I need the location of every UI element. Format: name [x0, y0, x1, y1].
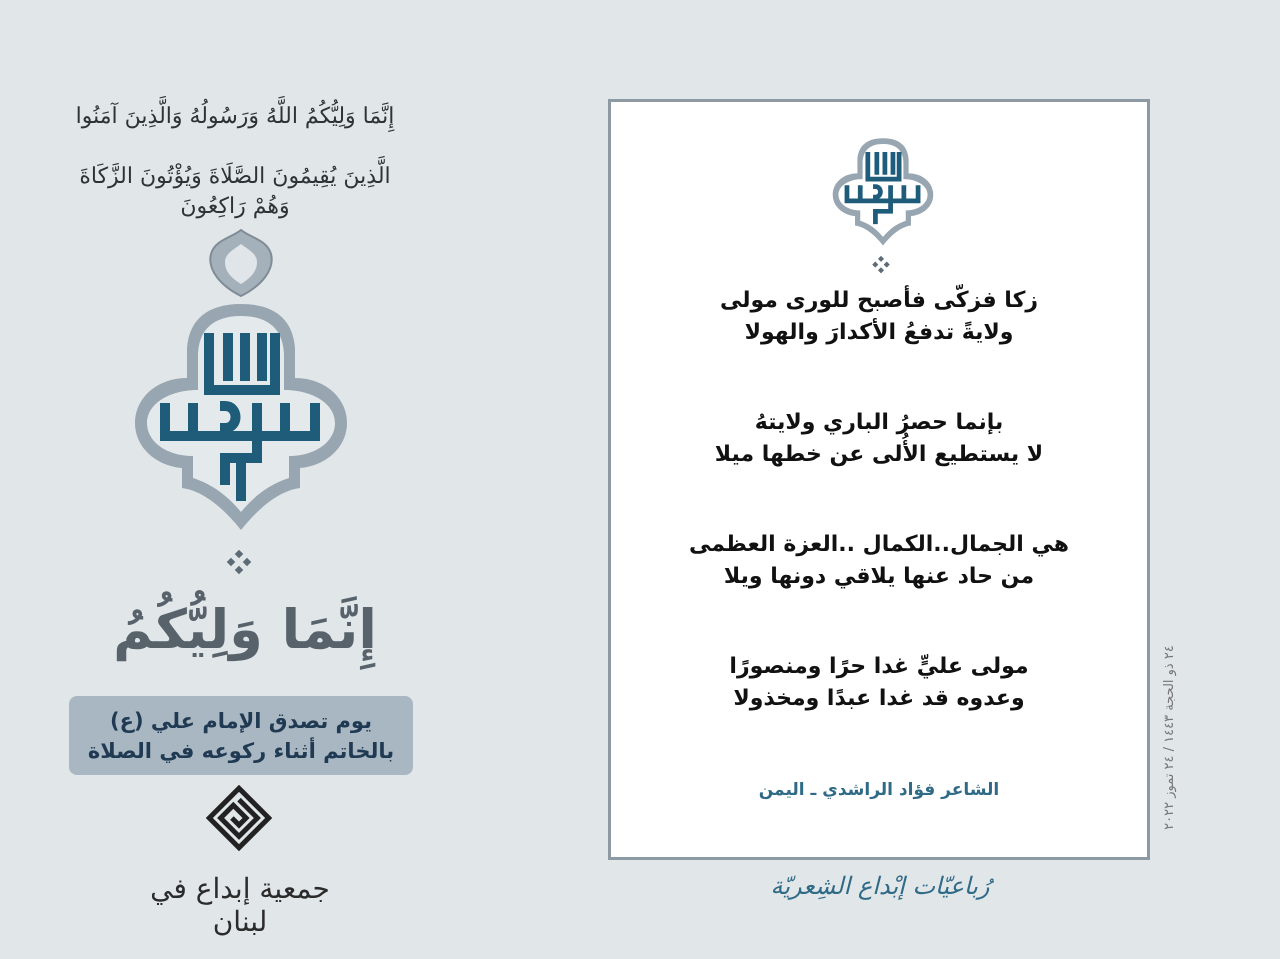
- quran-verse-line2: الَّذِينَ يُقِيمُونَ الصَّلَاةَ وَيُؤْتُونَ الزَّكَاةَ وَهُمْ رَاكِعُونَ: [79, 164, 391, 219]
- kufic-square-logo: [206, 785, 272, 851]
- stanza-1-line2: ولايةً تدفعُ الأكدارَ والهولا: [744, 320, 1014, 345]
- diamond-ornament-card: [871, 256, 891, 276]
- stanza-4: [611, 651, 1147, 715]
- occasion-line1: يوم تصدق الإمام علي (ع): [110, 708, 372, 733]
- stanza-3: [611, 529, 1147, 593]
- poet-credit: الشاعر فؤاد الراشدي ـ اليمن: [758, 780, 1000, 800]
- stanza-1: [611, 285, 1147, 349]
- stanza-1-line1: زكا فزكّى فأصبح للورى مولى: [719, 288, 1039, 313]
- ali-wali-emblem-small: [828, 132, 938, 247]
- stanza-3-line2: من حاد عنها يلاقي دونها ويلا: [723, 564, 1035, 589]
- association-name: جمعية إبداع في لبنان: [150, 872, 330, 938]
- stanza-4-line2: وعدوه قد غدا عبدًا ومخذولا: [733, 686, 1025, 711]
- occasion-line2: بالخاتم أثناء ركوعه في الصلاة: [87, 738, 395, 763]
- innama-title: إِنَّمَا وَلِيُّكُمُ: [113, 598, 377, 661]
- poem-card: [608, 99, 1150, 860]
- date-vertical: ٢٤ ذو الحجة ١٤٤٣ / ٢٤ تموز ٢٠٢٢: [1162, 645, 1177, 830]
- stanza-2-line2: لا يستطيع الأُلى عن خطها ميلا: [714, 442, 1044, 467]
- stanza-3-line1: هي الجمال..الكمال ..العزة العظمى: [689, 532, 1069, 557]
- stanza-4-line1: مولى عليٍّ غدا حرًا ومنصورًا: [729, 654, 1029, 679]
- series-title: رُباعيّات إبْداع الشِعريّة: [770, 872, 990, 900]
- ali-wali-emblem: [125, 228, 357, 533]
- occasion-box: [69, 696, 413, 775]
- stanza-2-line1: بإنما حصرُ الباري ولايتهُ: [754, 410, 1004, 435]
- stanza-2: [611, 407, 1147, 471]
- quran-verse-line1: إِنَّمَا وَلِيُّكُمُ اللَّهُ وَرَسُولُهُ وَالَّذِينَ آمَنُوا: [75, 104, 395, 129]
- diamond-ornament-left: [225, 550, 253, 578]
